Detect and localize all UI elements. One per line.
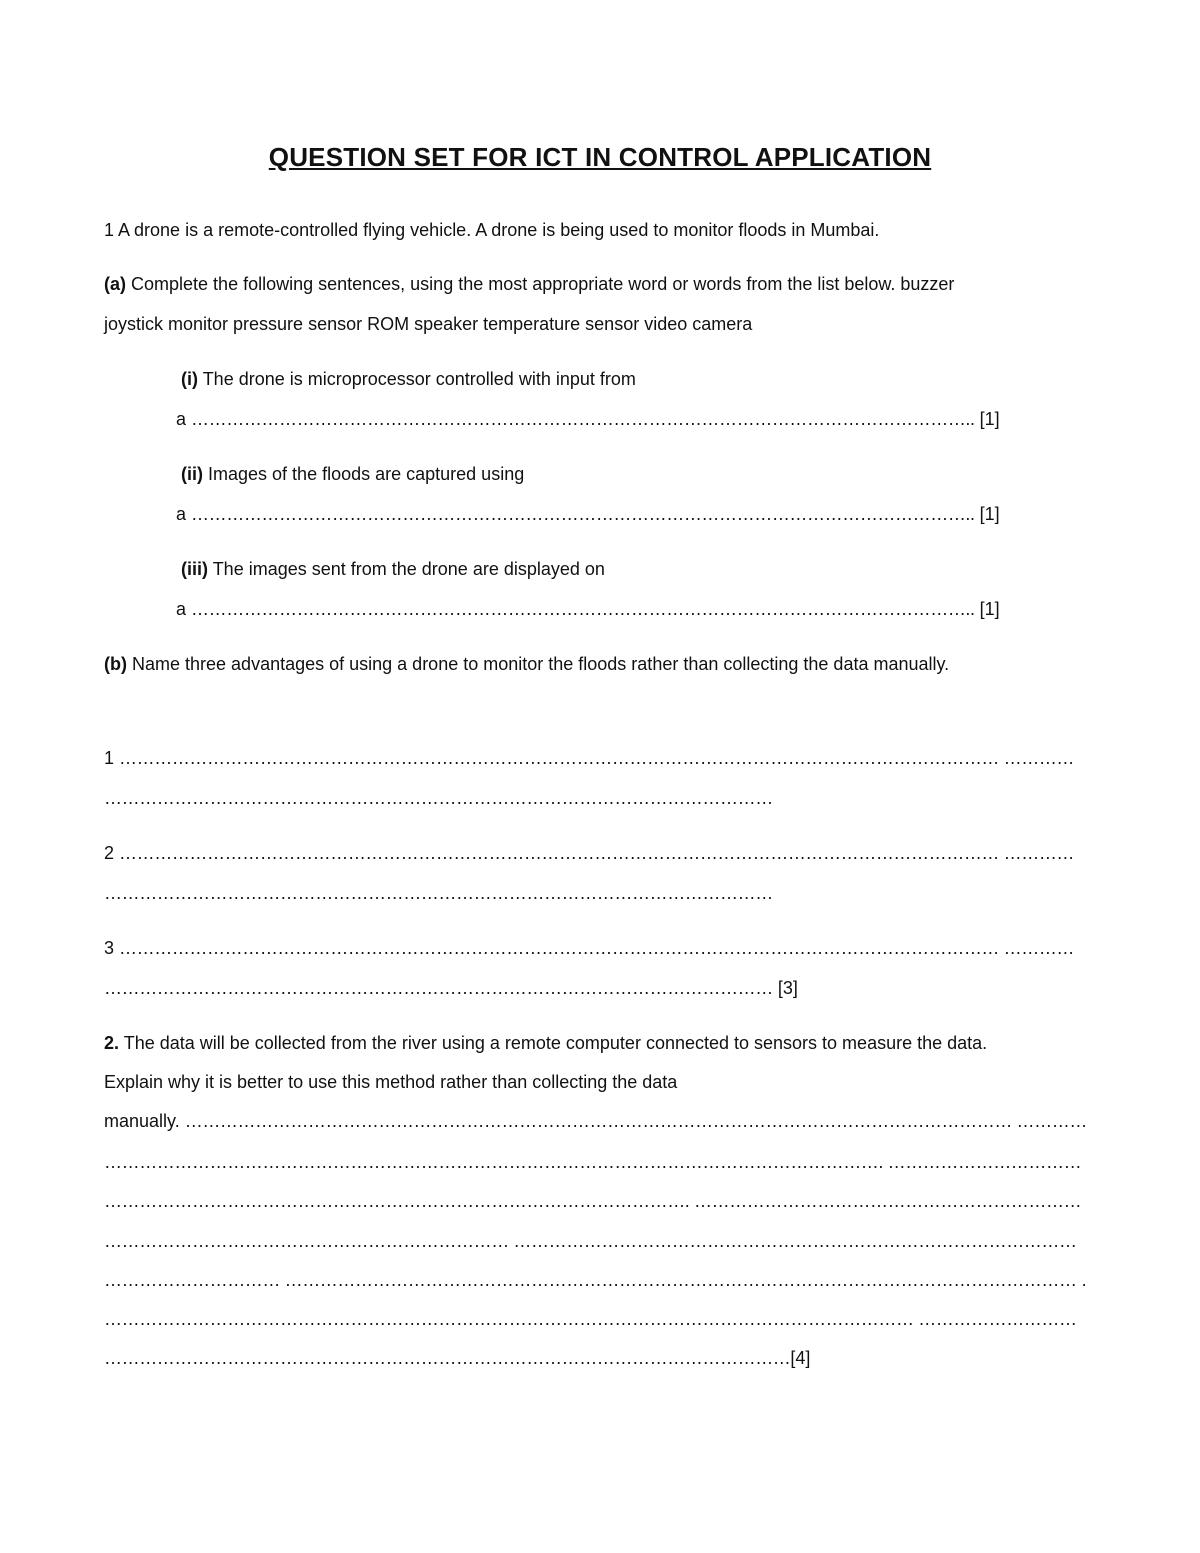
q2-text: The data will be collected from the river using a remote computer connected to sensors to measure the data. bbox=[123, 1033, 988, 1053]
answer-dots: …………………………………………………………………………………………………………………………… ………… bbox=[184, 1111, 1087, 1131]
page-title: QUESTION SET FOR ICT IN CONTROL APPLICATION bbox=[268, 142, 932, 172]
item-text: The images sent from the drone are displayed on bbox=[212, 559, 605, 579]
q1a-label: (a) bbox=[104, 274, 126, 294]
answer-dots: ………………………………………………………………………………………. ………………………………………………………… bbox=[104, 1191, 1082, 1211]
answer-dots: ………………………… ……………………………………………………………………………………………………………………… bbox=[104, 1270, 1077, 1290]
q1a-item-iii bbox=[181, 557, 605, 581]
q2-question bbox=[104, 1031, 987, 1055]
marks: [1] bbox=[979, 409, 1000, 429]
item-label: (i) bbox=[181, 369, 198, 389]
answer-dots: …………………………………………………………………………………………………………………….. bbox=[191, 409, 975, 429]
q2-answer-line-3[interactable] bbox=[104, 1189, 1081, 1213]
answer-dots: …………………………………………………………………………………………………… bbox=[104, 978, 773, 998]
q2-answer-line-7[interactable] bbox=[104, 1346, 810, 1370]
q2-prefix: manually. bbox=[104, 1111, 180, 1131]
answer-dots: ………………………………………………………………………………………………………………………… ……………………… bbox=[104, 1309, 1077, 1329]
marks: [3] bbox=[777, 978, 798, 998]
answer-dots: …………………………………………………………………………………………………… bbox=[104, 883, 773, 903]
answer-dots: …………………………………………………………… …………………………………………………………………………………… bbox=[104, 1231, 1077, 1251]
q1b-question bbox=[104, 652, 949, 676]
q1b-label: (b) bbox=[104, 654, 127, 674]
q2-answer-line-6[interactable] bbox=[104, 1307, 1077, 1331]
q1b-answer-3-line[interactable] bbox=[104, 936, 1074, 960]
q2-answer-line-4[interactable] bbox=[104, 1229, 1077, 1253]
marks: [1] bbox=[979, 504, 1000, 524]
q1b-text: Name three advantages of using a drone to monitor the floods rather than collecting the data manually. bbox=[132, 654, 950, 674]
q2-question-continuation: Explain why it is better to use this method rather than collecting the data bbox=[104, 1072, 678, 1092]
answer-dots: ……………………………………………………………………………………………………… bbox=[104, 1348, 791, 1368]
item-text: The drone is microprocessor controlled with input from bbox=[202, 369, 636, 389]
answer-prefix: a bbox=[176, 409, 187, 429]
q1b-answer-1-line[interactable] bbox=[104, 746, 1074, 770]
q1a-item-ii-answer-line[interactable] bbox=[176, 502, 1000, 526]
marks: [4] bbox=[790, 1348, 811, 1368]
q1a-item-iii-answer-line[interactable] bbox=[176, 597, 1000, 621]
answer-number: 1 bbox=[104, 748, 115, 768]
q1a-instruction bbox=[104, 272, 954, 296]
answer-prefix: a bbox=[176, 599, 187, 619]
q1b-answer-3-continuation[interactable] bbox=[104, 976, 798, 1000]
q1a-word-list: joystick monitor pressure sensor ROM speaker temperature sensor video camera bbox=[104, 314, 753, 334]
q1b-answer-1-continuation[interactable] bbox=[104, 786, 773, 810]
answer-prefix: a bbox=[176, 504, 187, 524]
item-label: (iii) bbox=[181, 559, 208, 579]
q2-answer-line-2[interactable] bbox=[104, 1150, 1081, 1174]
q1b-answer-2-continuation[interactable] bbox=[104, 881, 773, 905]
answer-dots: …………………………………………………………………………………………………………………………………… ………… bbox=[119, 843, 1075, 863]
answer-dots: ……………………………………………………………………………………………………………………. …………………………… bbox=[104, 1152, 1082, 1172]
q2-answer-line-1[interactable] bbox=[104, 1109, 1087, 1133]
q2-label: 2. bbox=[104, 1033, 120, 1053]
q1a-item-ii bbox=[181, 462, 524, 486]
answer-dots: …………………………………………………………………………………………………………………………………… ………… bbox=[119, 748, 1075, 768]
q1a-text: Complete the following sentences, using the most appropriate word or words from the list below. buzzer bbox=[131, 274, 955, 294]
answer-number: 2 bbox=[104, 843, 115, 863]
q2-answer-line-5[interactable]: ………………………… ……………………………………………………………………………………………………………………… . bbox=[104, 1270, 1087, 1290]
answer-dots: …………………………………………………………………………………………………… bbox=[104, 788, 773, 808]
q1a-item-i bbox=[181, 367, 636, 391]
q1-intro: 1 A drone is a remote-controlled flying vehicle. A drone is being used to monitor floods in Mumbai. bbox=[104, 220, 880, 240]
q1a-item-i-answer-line[interactable] bbox=[176, 407, 1000, 431]
marks: [1] bbox=[979, 599, 1000, 619]
answer-number: 3 bbox=[104, 938, 115, 958]
answer-dots: …………………………………………………………………………………………………………………….. bbox=[191, 599, 975, 619]
answer-dots: …………………………………………………………………………………………………………………….. bbox=[191, 504, 975, 524]
answer-dots: …………………………………………………………………………………………………………………………………… ………… bbox=[119, 938, 1075, 958]
item-text: Images of the floods are captured using bbox=[208, 464, 525, 484]
q1b-answer-2-line[interactable] bbox=[104, 841, 1074, 865]
item-label: (ii) bbox=[181, 464, 203, 484]
